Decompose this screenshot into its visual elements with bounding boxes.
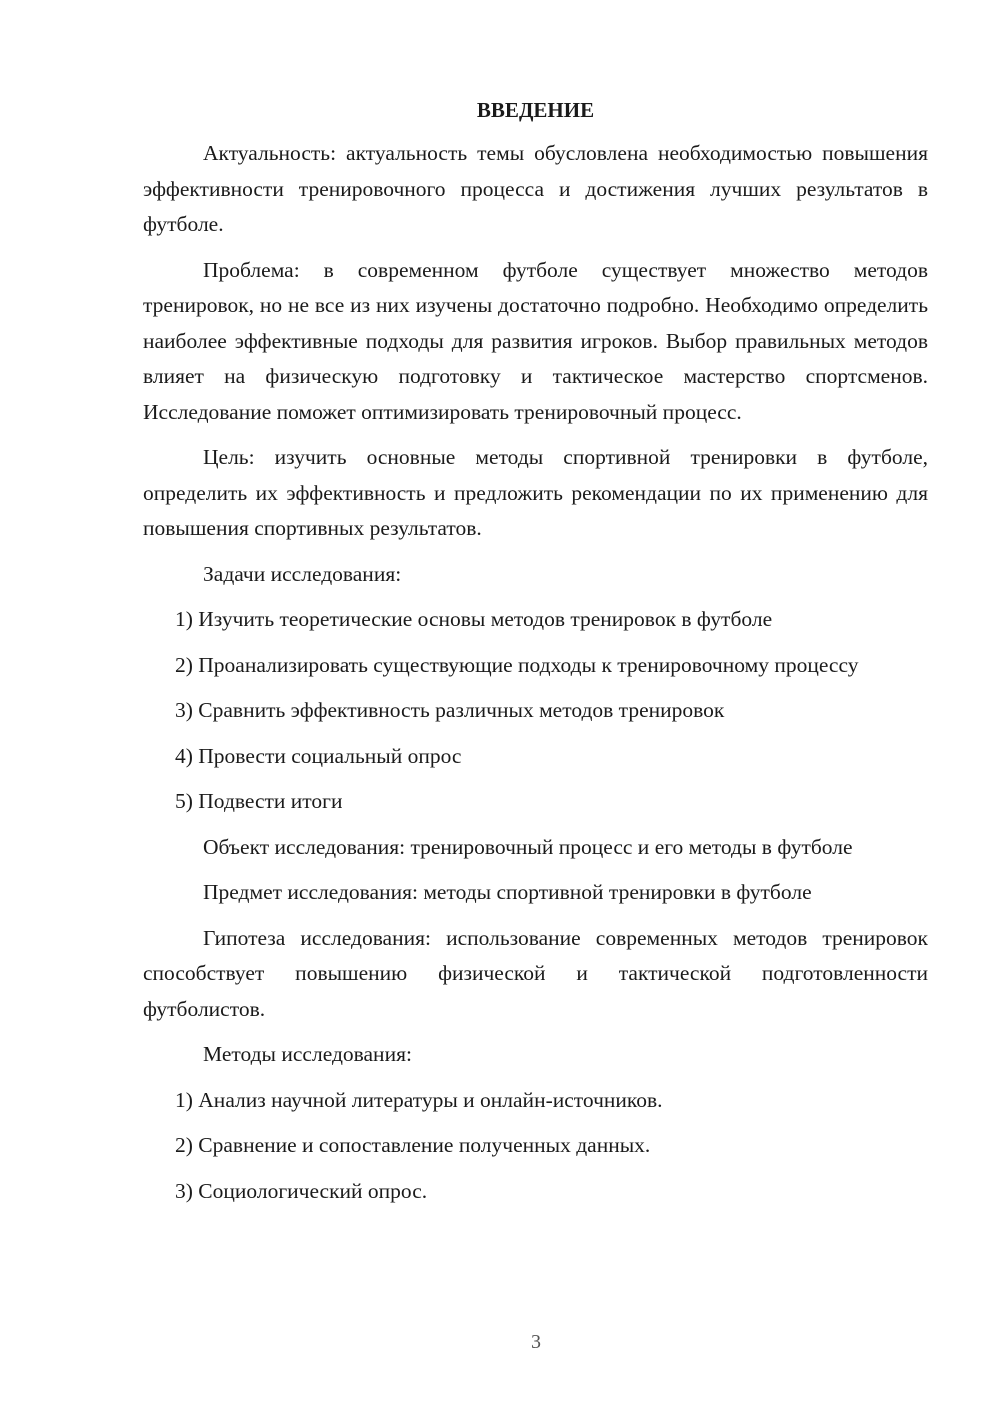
problem-paragraph: Проблема: в современном футболе существует множество методов тренировок, но не все из них изучены достаточно подробно. Необходимо определить наиболее эффективные подходы для развития игроков. Выбор правильных методов влияет на физическую подготовку и тактическое мастерство спортсменов. Исследование поможет оптимизировать тренировочный процесс. [143, 257, 928, 424]
object-paragraph: Объект исследования: тренировочный процесс и его методы в футболе [203, 834, 853, 859]
document-page [143, 94, 928, 1219]
subject-paragraph: Предмет исследования: методы спортивной тренировки в футболе [203, 880, 812, 904]
tasks-heading: Задачи исследования: [203, 561, 402, 586]
page-number: 3 [531, 1331, 541, 1353]
hypothesis-paragraph: Гипотеза исследования: использование современных методов тренировок способствует повышению физической и тактической подготовленности футболистов. [143, 925, 928, 1021]
method-item-2: 2) Сравнение и сопоставление полученных данных. [175, 1133, 651, 1157]
method-item-1: 1) Анализ научной литературы и онлайн-источников. [175, 1087, 663, 1112]
method-item-3: 3) Социологический опрос. [175, 1178, 428, 1203]
task-item-3: 3) Сравнить эффективность различных методов тренировок [175, 698, 725, 722]
methods-heading: Методы исследования: [203, 1042, 412, 1066]
task-item-2: 2) Проанализировать существующие подходы к тренировочному процессу [175, 652, 859, 677]
task-item-5: 5) Подвести итоги [175, 789, 343, 813]
task-item-4: 4) Провести социальный опрос [175, 743, 462, 768]
task-item-1: 1) Изучить теоретические основы методов тренировок в футболе [175, 607, 773, 631]
page-title: ВВЕДЕНИЕ [476, 98, 595, 122]
relevance-paragraph: Актуальность: актуальность темы обусловлена необходимостью повышения эффективности тренировочного процесса и достижения лучших результатов в футболе. [143, 141, 928, 236]
goal-paragraph: Цель: изучить основные методы спортивной тренировки в футболе, определить их эффективность и предложить рекомендации по их применению для повышения спортивных результатов. [143, 445, 928, 540]
